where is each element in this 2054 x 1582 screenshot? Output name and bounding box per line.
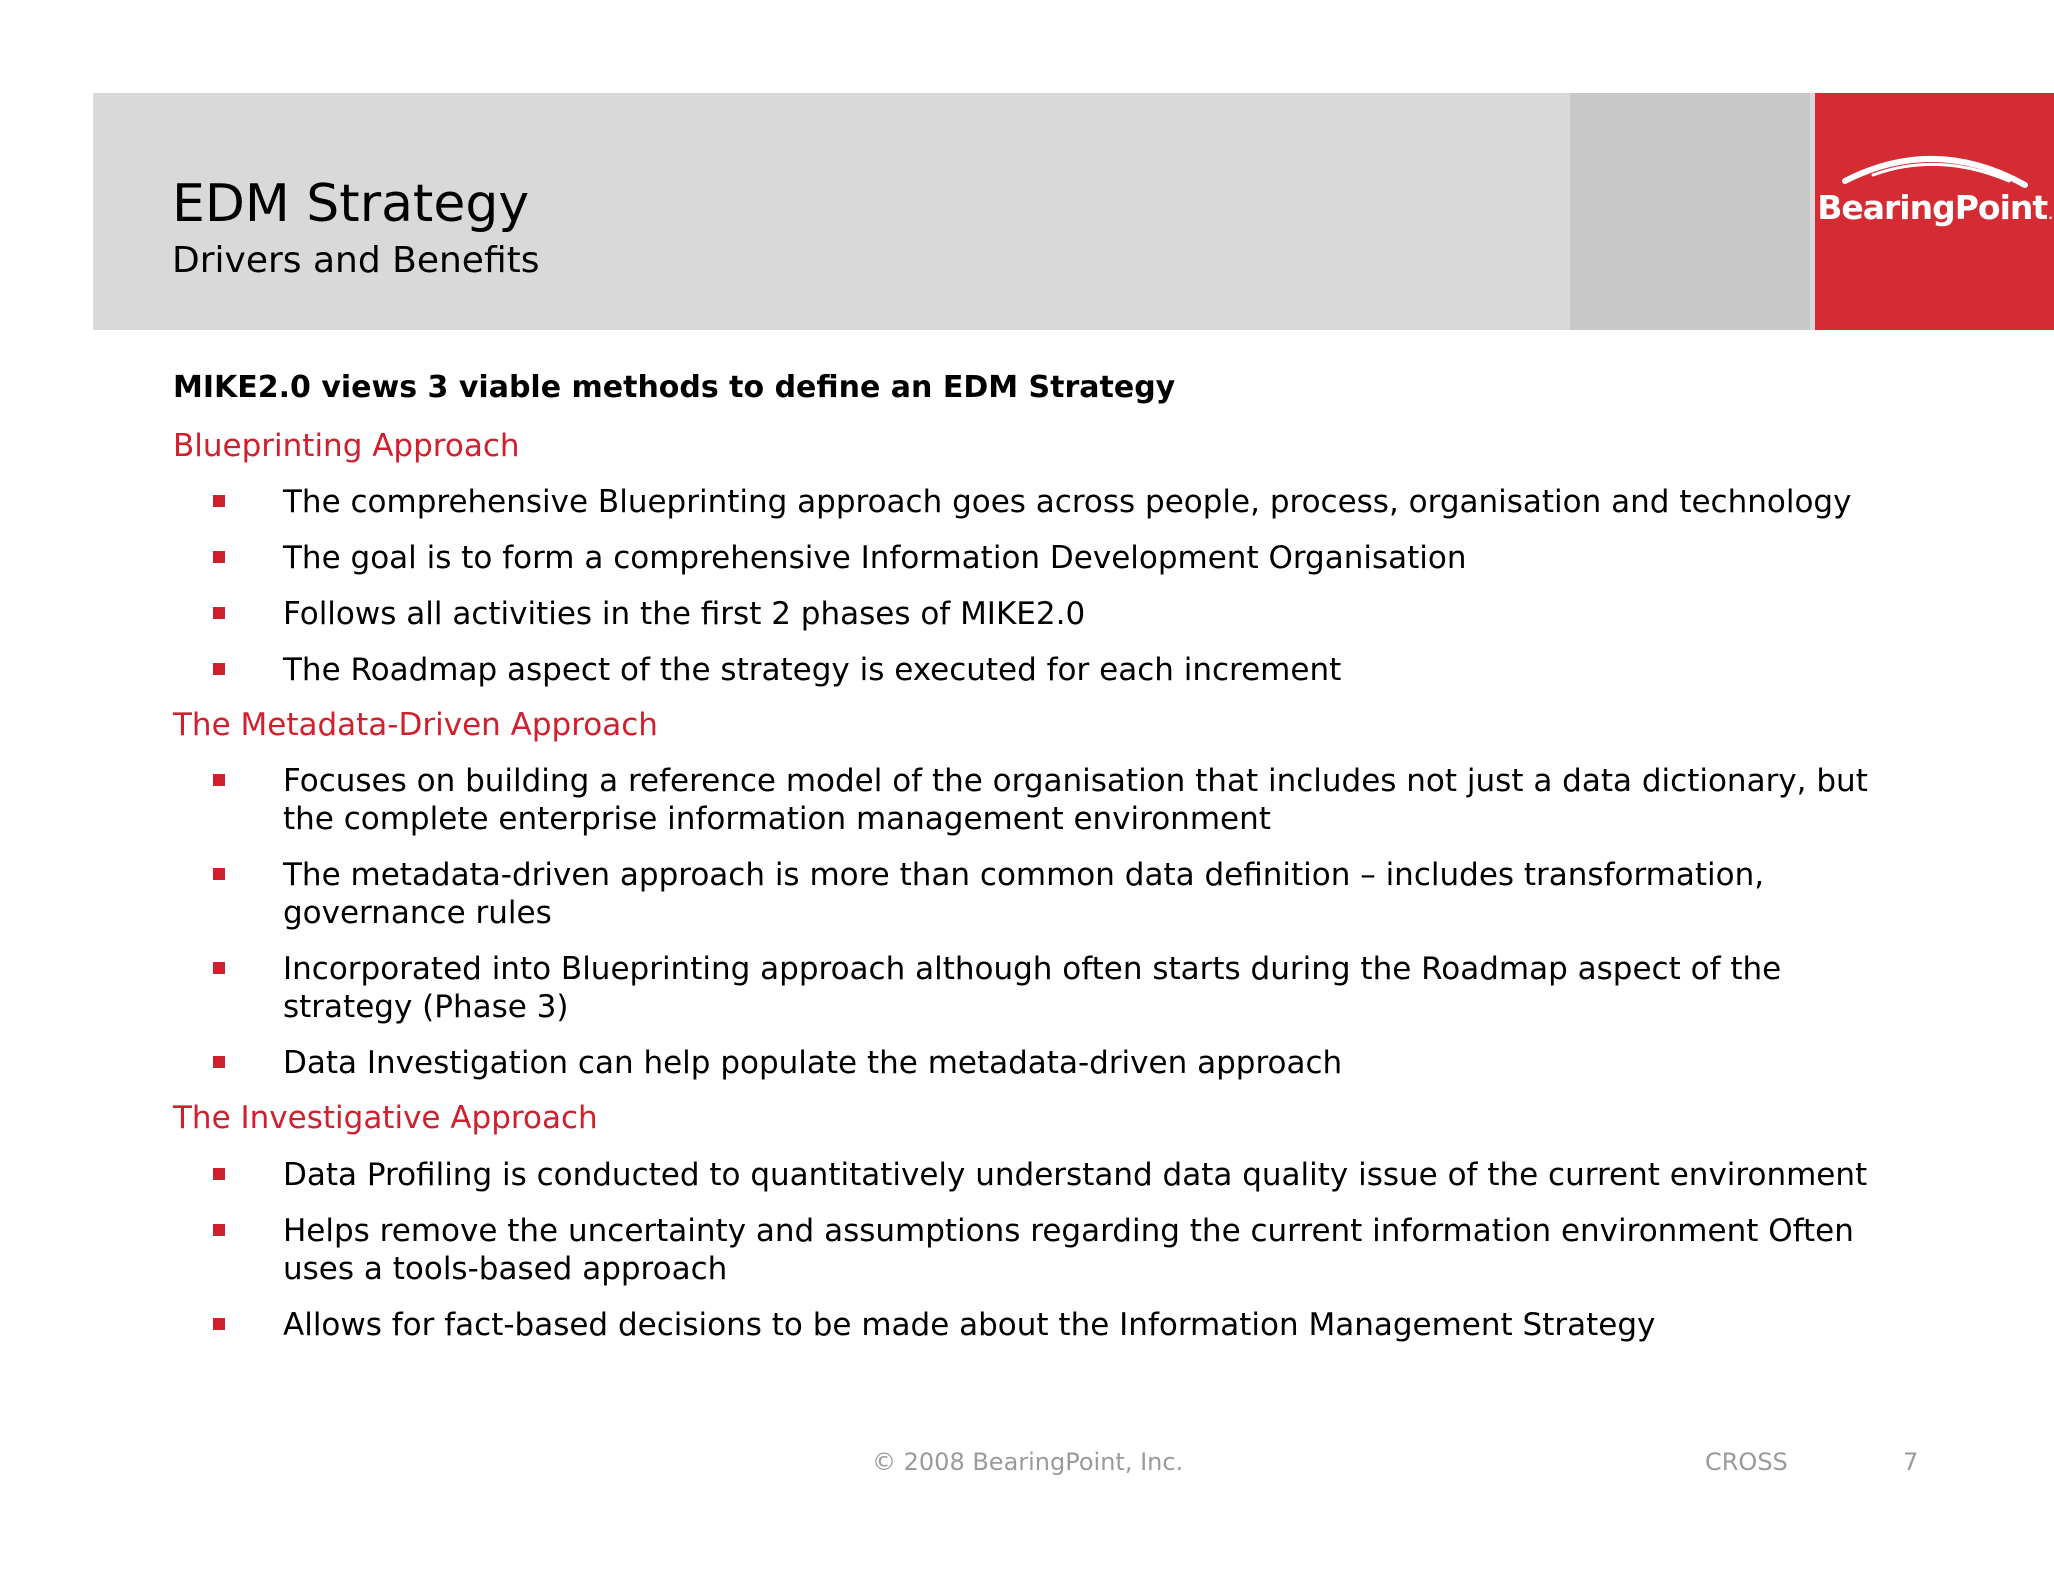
page-number: 7 — [1903, 1448, 1919, 1476]
page-subtitle: Drivers and Benefits — [172, 240, 540, 281]
square-bullet-icon — [213, 774, 225, 786]
bullet-text: Data Profiling is conducted to quantitatively understand data quality issue of the current environment — [283, 1156, 1868, 1193]
bullet-text: The comprehensive Blueprinting approach goes across people, process, organisation and technology — [283, 484, 1852, 521]
list-item — [173, 762, 1893, 838]
bullet-text: Helps remove the uncertainty and assumptions regarding the current information environment Often uses a tools-based approach — [283, 1212, 1854, 1287]
square-bullet-icon — [213, 1224, 225, 1236]
page-title: EDM Strategy — [172, 174, 530, 234]
list-item — [173, 950, 1893, 1026]
bullet-text: Allows for fact-based decisions to be made about the Information Management Strategy — [283, 1306, 1656, 1343]
list-item — [173, 651, 1893, 689]
square-bullet-icon — [213, 495, 225, 507]
bullet-list-investigative — [173, 1156, 1893, 1344]
logo-text: BearingPoint — [1817, 188, 2048, 227]
header-accent-block — [1570, 93, 1810, 330]
bullet-text: The metadata-driven approach is more than common data definition – includes transformation, governance rules — [283, 857, 1765, 932]
list-item — [173, 856, 1893, 932]
footer-copyright: © 2008 BearingPoint, Inc. — [872, 1448, 1184, 1476]
square-bullet-icon — [213, 607, 225, 619]
square-bullet-icon — [213, 962, 225, 974]
list-item — [173, 1044, 1893, 1082]
bearingpoint-logo — [1815, 93, 2054, 330]
logo-mark: . — [2048, 208, 2052, 222]
list-item — [173, 1306, 1893, 1344]
bullet-text: Data Investigation can help populate the metadata-driven approach — [283, 1045, 1343, 1082]
list-item — [173, 539, 1893, 577]
section-title-investigative: The Investigative Approach — [173, 1100, 598, 1137]
list-item — [173, 1212, 1893, 1288]
logo-arc-icon — [1839, 141, 2031, 191]
footer-label: CROSS — [1705, 1448, 1788, 1476]
bullet-list-blueprinting — [173, 483, 1893, 689]
list-item — [173, 595, 1893, 633]
section-title-metadata-driven: The Metadata-Driven Approach — [173, 707, 658, 744]
square-bullet-icon — [213, 868, 225, 880]
square-bullet-icon — [213, 551, 225, 563]
slide-content — [173, 370, 1893, 1362]
logo-wordmark — [1815, 188, 2054, 227]
bullet-text: The Roadmap aspect of the strategy is executed for each increment — [283, 652, 1342, 689]
bullet-text: Focuses on building a reference model of the organisation that includes not just a data dictionary, but the complete enterprise information management environment — [283, 763, 1868, 838]
list-item — [173, 1156, 1893, 1194]
section-title-blueprinting: Blueprinting Approach — [173, 428, 520, 464]
list-item — [173, 483, 1893, 521]
bullet-text: Incorporated into Blueprinting approach although often starts during the Roadmap aspect of the strategy (Phase 3) — [283, 951, 1782, 1026]
square-bullet-icon — [213, 1056, 225, 1068]
bullet-list-metadata-driven — [173, 762, 1893, 1082]
intro-statement: MIKE2.0 views 3 viable methods to define an EDM Strategy — [173, 370, 1176, 405]
square-bullet-icon — [213, 1318, 225, 1330]
bullet-text: The goal is to form a comprehensive Information Development Organisation — [283, 540, 1467, 577]
square-bullet-icon — [213, 663, 225, 675]
bullet-text: Follows all activities in the first 2 phases of MIKE2.0 — [283, 596, 1086, 633]
square-bullet-icon — [213, 1168, 225, 1180]
